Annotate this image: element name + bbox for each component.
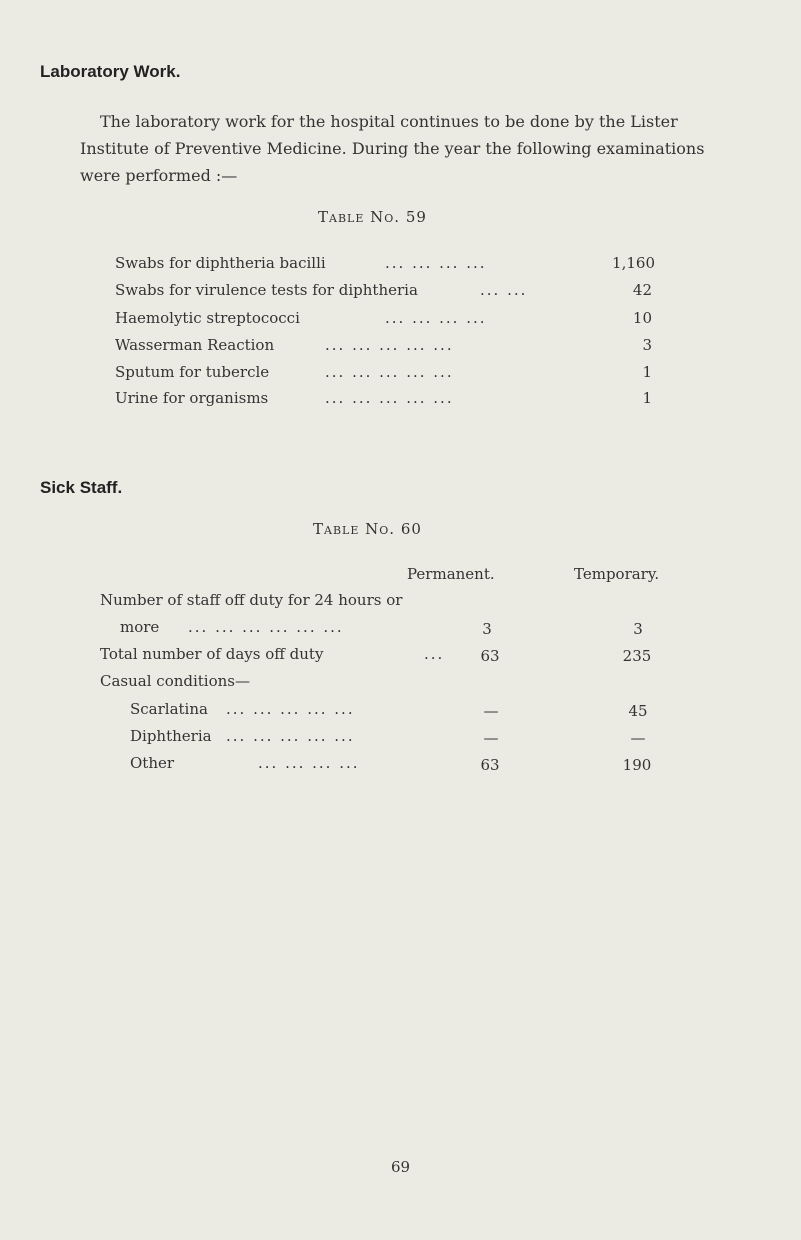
table-60-title: Table No. 60 bbox=[313, 520, 422, 538]
cell-permanent: — bbox=[483, 729, 499, 747]
row-label: Urine for organisms bbox=[115, 389, 269, 407]
row-label: Total number of days off duty bbox=[100, 645, 324, 663]
para-line-1: The laboratory work for the hospital continues to be done by the Lister bbox=[100, 112, 678, 131]
cell-permanent: 63 bbox=[480, 756, 500, 774]
page-number: 69 bbox=[390, 1158, 411, 1176]
cell-temporary: 235 bbox=[622, 647, 652, 665]
row-leader: ... ... ... ... bbox=[385, 309, 487, 327]
row-leader: ... bbox=[424, 645, 445, 663]
table-row bbox=[115, 363, 655, 383]
row-value: 10 bbox=[632, 309, 652, 327]
row-leader: ... ... bbox=[480, 281, 528, 299]
row-label: Sputum for tubercle bbox=[115, 363, 270, 381]
row-label: Number of staff off duty for 24 hours or bbox=[100, 591, 403, 609]
row-value: 1 bbox=[642, 363, 652, 381]
row-label: more bbox=[120, 618, 160, 636]
row-label: Wasserman Reaction bbox=[115, 336, 275, 354]
table-row bbox=[115, 309, 655, 329]
cell-permanent: 3 bbox=[482, 620, 492, 638]
cell-temporary: 3 bbox=[633, 620, 643, 638]
row-value: 42 bbox=[632, 281, 652, 299]
table-59-title: Table No. 59 bbox=[318, 208, 427, 226]
row-leader: ... ... ... ... ... bbox=[226, 727, 355, 745]
row-label: Swabs for virulence tests for diphtheria bbox=[115, 281, 418, 299]
row-label: Diphtheria bbox=[130, 727, 212, 745]
row-leader: ... ... ... ... ... bbox=[325, 363, 454, 381]
row-leader: ... ... ... ... ... bbox=[226, 700, 355, 718]
para-line-3: were performed :— bbox=[80, 166, 238, 185]
table-row bbox=[115, 281, 655, 301]
column-header-permanent: Permanent. bbox=[407, 565, 495, 583]
row-leader: ... ... ... ... bbox=[258, 754, 360, 772]
table-row bbox=[115, 336, 655, 356]
cell-permanent: — bbox=[483, 702, 499, 720]
row-leader: ... ... ... ... ... ... bbox=[188, 618, 344, 636]
cell-temporary: 190 bbox=[622, 756, 652, 774]
section-heading-sick-staff: Sick Staff. bbox=[40, 478, 123, 497]
table-row bbox=[115, 254, 655, 274]
row-label: Casual conditions— bbox=[100, 672, 250, 690]
row-label: Scarlatina bbox=[130, 700, 208, 718]
cell-temporary: — bbox=[630, 729, 646, 747]
row-label: Other bbox=[130, 754, 175, 772]
row-value: 1 bbox=[642, 389, 652, 407]
row-value: 3 bbox=[642, 336, 652, 354]
row-label: Haemolytic streptococci bbox=[115, 309, 300, 327]
section-heading-laboratory: Laboratory Work. bbox=[40, 62, 181, 81]
row-value: 1,160 bbox=[612, 254, 655, 272]
row-leader: ... ... ... ... ... bbox=[325, 389, 454, 407]
row-label: Swabs for diphtheria bacilli bbox=[115, 254, 326, 272]
cell-permanent: 63 bbox=[480, 647, 500, 665]
row-leader: ... ... ... ... bbox=[385, 254, 487, 272]
column-header-temporary: Temporary. bbox=[574, 565, 660, 583]
row-leader: ... ... ... ... ... bbox=[325, 336, 454, 354]
para-line-2: Institute of Preventive Medicine. During the year the following examinations bbox=[80, 139, 705, 158]
cell-temporary: 45 bbox=[628, 702, 648, 720]
table-row bbox=[115, 389, 655, 409]
intro-paragraph bbox=[80, 108, 750, 189]
